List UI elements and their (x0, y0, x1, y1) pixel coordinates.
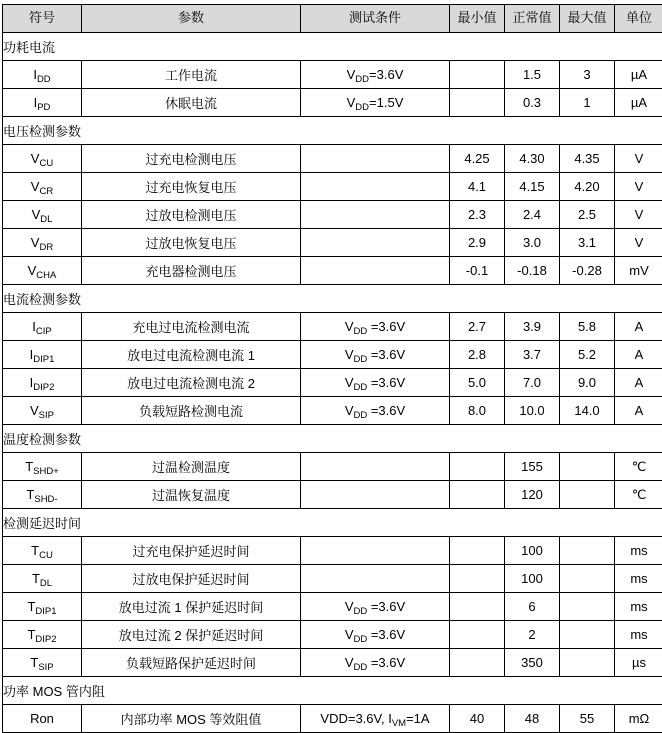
table-row (3, 313, 662, 341)
cell-min (450, 481, 505, 509)
cell-min (450, 89, 505, 117)
column-header-condition: 测试条件 (301, 5, 450, 33)
cell-parameter: 过放电恢复电压 (82, 229, 301, 257)
cell-typical: 120 (505, 481, 560, 509)
cell-max: 1 (560, 89, 615, 117)
cell-unit: µs (615, 649, 662, 677)
cell-min (450, 621, 505, 649)
cell-typical: -0.18 (505, 257, 560, 285)
cell-parameter: 过充电保护延迟时间 (82, 537, 301, 565)
cell-max (560, 537, 615, 565)
cell-unit: V (615, 173, 662, 201)
cell-typical: 100 (505, 565, 560, 593)
cell-condition (301, 481, 450, 509)
column-header-typical: 正常值 (505, 5, 560, 33)
cell-symbol: $V_{CHA}$ (3, 257, 82, 285)
table-row (3, 61, 662, 89)
cell-unit: mV (615, 257, 662, 285)
table-row (3, 537, 662, 565)
cell-max (560, 593, 615, 621)
cell-max: 9.0 (560, 369, 615, 397)
table-section-row (3, 425, 662, 453)
cell-parameter: 工作电流 (82, 61, 301, 89)
table-row (3, 145, 662, 173)
cell-unit: A (615, 313, 662, 341)
cell-condition: $V_{DD}=1.5V$ (301, 89, 450, 117)
column-header-min: 最小值 (450, 5, 505, 33)
table-row (3, 201, 662, 229)
parameter-table (2, 4, 662, 733)
cell-unit: ℃ (615, 453, 662, 481)
cell-min (450, 649, 505, 677)
cell-min: 40 (450, 705, 505, 733)
table-section-row (3, 285, 662, 313)
cell-unit: V (615, 229, 662, 257)
table-row (3, 565, 662, 593)
cell-symbol: $I_{PD}$ (3, 89, 82, 117)
cell-condition: $V_{DD} =3.6V$ (301, 341, 450, 369)
cell-min: 2.8 (450, 341, 505, 369)
table-header-row (3, 5, 662, 33)
cell-symbol: $T_{SHD+}$ (3, 453, 82, 481)
cell-parameter: 负载短路保护延迟时间 (82, 649, 301, 677)
cell-min (450, 593, 505, 621)
cell-typical: 10.0 (505, 397, 560, 425)
cell-condition (301, 173, 450, 201)
cell-unit: A (615, 397, 662, 425)
table-row (3, 621, 662, 649)
cell-parameter: 放电过流 1 保护延迟时间 (82, 593, 301, 621)
cell-typical: 100 (505, 537, 560, 565)
cell-symbol: Ron (3, 705, 82, 733)
cell-typical: 2.4 (505, 201, 560, 229)
cell-max: 2.5 (560, 201, 615, 229)
cell-condition: VDD=3.6V, $I_{VM}=1A$ (301, 705, 450, 733)
cell-typical: 3.9 (505, 313, 560, 341)
table-row (3, 593, 662, 621)
column-header-symbol: 符号 (3, 5, 82, 33)
cell-max: 5.8 (560, 313, 615, 341)
table-row (3, 649, 662, 677)
section-label: 检测延迟时间 (3, 509, 662, 537)
cell-max (560, 649, 615, 677)
cell-typical: 1.5 (505, 61, 560, 89)
cell-unit: ms (615, 621, 662, 649)
cell-symbol: $T_{SHD-}$ (3, 481, 82, 509)
section-label: 电流检测参数 (3, 285, 662, 313)
cell-min: 8.0 (450, 397, 505, 425)
cell-parameter: 过放电检测电压 (82, 201, 301, 229)
table-body (3, 33, 662, 733)
cell-min (450, 61, 505, 89)
table-row (3, 257, 662, 285)
cell-max: 5.2 (560, 341, 615, 369)
cell-condition (301, 453, 450, 481)
cell-typical: 155 (505, 453, 560, 481)
cell-symbol: $V_{DR}$ (3, 229, 82, 257)
cell-symbol: $I_{DD}$ (3, 61, 82, 89)
cell-typical: 6 (505, 593, 560, 621)
table-row (3, 173, 662, 201)
cell-max (560, 565, 615, 593)
column-header-unit: 单位 (615, 5, 662, 33)
cell-parameter: 过温检测温度 (82, 453, 301, 481)
cell-parameter: 过温恢复温度 (82, 481, 301, 509)
cell-parameter: 内部功率 MOS 等效阻值 (82, 705, 301, 733)
cell-max: 4.20 (560, 173, 615, 201)
cell-min (450, 565, 505, 593)
cell-min: 5.0 (450, 369, 505, 397)
cell-max (560, 453, 615, 481)
cell-unit: V (615, 145, 662, 173)
cell-max (560, 481, 615, 509)
cell-symbol: $I_{DIP2}$ (3, 369, 82, 397)
cell-condition: $V_{DD} =3.6V$ (301, 621, 450, 649)
cell-parameter: 休眠电流 (82, 89, 301, 117)
cell-min: 4.1 (450, 173, 505, 201)
cell-min: 2.7 (450, 313, 505, 341)
cell-min (450, 537, 505, 565)
table-section-row (3, 117, 662, 145)
table-section-row (3, 33, 662, 61)
cell-parameter: 充电过电流检测电流 (82, 313, 301, 341)
section-label: 温度检测参数 (3, 425, 662, 453)
cell-unit: µA (615, 61, 662, 89)
cell-unit: mΩ (615, 705, 662, 733)
cell-typical: 2 (505, 621, 560, 649)
cell-typical: 4.30 (505, 145, 560, 173)
section-label: 功耗电流 (3, 33, 662, 61)
cell-condition: $V_{DD} =3.6V$ (301, 313, 450, 341)
cell-unit: µA (615, 89, 662, 117)
cell-condition (301, 565, 450, 593)
cell-min: 2.3 (450, 201, 505, 229)
cell-symbol: $T_{DIP1}$ (3, 593, 82, 621)
cell-symbol: $V_{SIP}$ (3, 397, 82, 425)
cell-typical: 350 (505, 649, 560, 677)
cell-condition: $V_{DD} =3.6V$ (301, 649, 450, 677)
cell-parameter: 充电器检测电压 (82, 257, 301, 285)
column-header-max: 最大值 (560, 5, 615, 33)
table-row (3, 453, 662, 481)
cell-condition: $V_{DD}=3.6V$ (301, 61, 450, 89)
cell-parameter: 过充电检测电压 (82, 145, 301, 173)
cell-unit: ms (615, 537, 662, 565)
cell-unit: ms (615, 565, 662, 593)
table-row (3, 369, 662, 397)
cell-typical: 3.0 (505, 229, 560, 257)
section-label: 功率 MOS 管内阻 (3, 677, 662, 705)
cell-typical: 48 (505, 705, 560, 733)
cell-min (450, 453, 505, 481)
cell-typical: 0.3 (505, 89, 560, 117)
cell-condition: $V_{DD} =3.6V$ (301, 369, 450, 397)
table-section-row (3, 677, 662, 705)
cell-symbol: $T_{DIP2}$ (3, 621, 82, 649)
cell-typical: 3.7 (505, 341, 560, 369)
section-label: 电压检测参数 (3, 117, 662, 145)
cell-symbol: $T_{SIP}$ (3, 649, 82, 677)
table-row (3, 397, 662, 425)
table-row (3, 341, 662, 369)
cell-unit: ms (615, 593, 662, 621)
cell-condition (301, 201, 450, 229)
table-row (3, 481, 662, 509)
table-row (3, 705, 662, 733)
cell-symbol: $V_{DL}$ (3, 201, 82, 229)
cell-symbol: $I_{DIP1}$ (3, 341, 82, 369)
cell-symbol: $V_{CR}$ (3, 173, 82, 201)
cell-max (560, 621, 615, 649)
cell-parameter: 过充电恢复电压 (82, 173, 301, 201)
cell-max: -0.28 (560, 257, 615, 285)
cell-condition: $V_{DD} =3.6V$ (301, 397, 450, 425)
cell-unit: A (615, 341, 662, 369)
cell-min: 4.25 (450, 145, 505, 173)
table-row (3, 229, 662, 257)
cell-unit: V (615, 201, 662, 229)
cell-max: 3.1 (560, 229, 615, 257)
cell-parameter: 负载短路检测电流 (82, 397, 301, 425)
cell-condition: $V_{DD} =3.6V$ (301, 593, 450, 621)
cell-max: 4.35 (560, 145, 615, 173)
cell-min: -0.1 (450, 257, 505, 285)
cell-parameter: 放电过电流检测电流 1 (82, 341, 301, 369)
cell-max: 14.0 (560, 397, 615, 425)
cell-condition (301, 145, 450, 173)
table-row (3, 89, 662, 117)
column-header-parameter: 参数 (82, 5, 301, 33)
cell-parameter: 过放电保护延迟时间 (82, 565, 301, 593)
table-section-row (3, 509, 662, 537)
cell-symbol: $T_{CU}$ (3, 537, 82, 565)
table-header (3, 5, 662, 33)
cell-max: 3 (560, 61, 615, 89)
cell-symbol: $T_{DL}$ (3, 565, 82, 593)
cell-max: 55 (560, 705, 615, 733)
cell-unit: A (615, 369, 662, 397)
cell-symbol: $I_{CIP}$ (3, 313, 82, 341)
cell-condition (301, 537, 450, 565)
cell-condition (301, 229, 450, 257)
cell-min: 2.9 (450, 229, 505, 257)
cell-unit: ℃ (615, 481, 662, 509)
cell-parameter: 放电过流 2 保护延迟时间 (82, 621, 301, 649)
cell-symbol: $V_{CU}$ (3, 145, 82, 173)
cell-condition (301, 257, 450, 285)
cell-parameter: 放电过电流检测电流 2 (82, 369, 301, 397)
cell-typical: 4.15 (505, 173, 560, 201)
cell-typical: 7.0 (505, 369, 560, 397)
